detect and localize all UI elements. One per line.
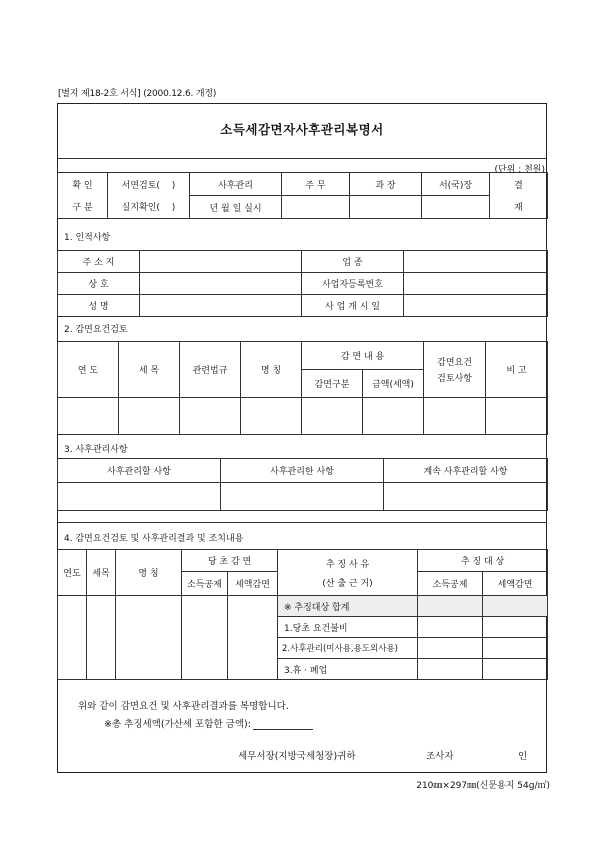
section4-title: 4. 감면요건검토 및 사후관리결과 및 조치내용 <box>64 534 244 544</box>
total-tax-cell[interactable] <box>483 596 548 617</box>
date-label: 년 월 일 실시 <box>190 196 282 219</box>
review-cell[interactable] <box>180 398 241 435</box>
r-cell[interactable] <box>228 596 278 680</box>
kind-header: 감면구분 <box>302 370 363 398</box>
reason-header-line2: (산 출 근 거) <box>322 578 373 589</box>
total-income-cell[interactable] <box>418 596 483 617</box>
post-col-2: 사후관리한 사항 <box>221 459 384 483</box>
r-tax-item-header: 세목 <box>87 550 116 596</box>
note-header: 비 고 <box>486 342 548 398</box>
form-id: [별지 제18-2호 서식] (2000.12.6. 개정) <box>58 89 217 99</box>
r-name-header: 명 칭 <box>116 550 182 596</box>
post-mgmt-label: 사후관리 <box>190 173 282 196</box>
section-divider <box>57 522 547 523</box>
head-sign-cell[interactable] <box>422 196 490 219</box>
post-cell[interactable] <box>58 483 221 511</box>
law-header: 관련법규 <box>180 342 241 398</box>
confirm-table <box>57 172 548 219</box>
review-cell[interactable] <box>424 398 486 435</box>
year-header: 연 도 <box>58 342 119 398</box>
unit-label: (단위 : 천원) <box>494 165 545 175</box>
result-table <box>57 549 548 680</box>
review-header-line2: 검토사항 <box>437 374 472 384</box>
r3-income-cell[interactable] <box>418 659 483 680</box>
post-col-3: 계속 사후관리할 사항 <box>384 459 548 483</box>
start-date-label: 사 업 개 시 일 <box>302 295 404 317</box>
reason-header <box>278 550 418 596</box>
amount-header: 금액(세액) <box>363 370 424 398</box>
address-value[interactable] <box>140 251 302 273</box>
reason-row-2: 2.사후관리(미사용,용도외사용) <box>278 638 418 659</box>
site-check-label: 실지확인( ) <box>108 196 190 219</box>
doc-review-label: 서면검토( ) <box>108 173 190 196</box>
reason-header-line1: 추 징 사 유 <box>325 559 370 570</box>
form-title: 소득세감면자사후관리복명서 <box>220 122 384 137</box>
start-date-value[interactable] <box>404 295 548 317</box>
total-tax-line <box>104 716 313 730</box>
chief-label: 과 장 <box>350 173 422 196</box>
total-tax-label: ※총 추징세액(가산세 포함한 금액): <box>104 719 251 730</box>
head-label: 서(국)장 <box>422 173 490 196</box>
r2-income-cell[interactable] <box>418 638 483 659</box>
review-table <box>57 341 548 435</box>
review-cell[interactable] <box>302 398 363 435</box>
name-value[interactable] <box>140 295 302 317</box>
personal-table <box>57 250 548 317</box>
approval-label-2: 재 <box>490 196 548 219</box>
review-header <box>424 342 486 398</box>
staff-sign-cell[interactable] <box>282 196 350 219</box>
post-cell[interactable] <box>221 483 384 511</box>
recipient-text: 세무서장(지방국세청장)귀하 <box>238 751 356 762</box>
seal-mark: 인 <box>518 751 528 762</box>
reg-no-label: 사업자등록번호 <box>302 273 404 295</box>
review-header-line1: 감면요건 <box>437 358 472 368</box>
tax-item-header: 세 목 <box>119 342 180 398</box>
statement-text: 위와 같이 감면요건 및 사후관리결과를 복명합니다. <box>78 701 289 712</box>
r-cell[interactable] <box>116 596 182 680</box>
r2-tax-cell[interactable] <box>483 638 548 659</box>
review-cell[interactable] <box>58 398 119 435</box>
review-cell[interactable] <box>119 398 180 435</box>
r-cell[interactable] <box>58 596 87 680</box>
review-cell[interactable] <box>486 398 548 435</box>
orig-tax-header: 세액감면 <box>228 572 278 596</box>
post-cell[interactable] <box>384 483 548 511</box>
content-header: 감 면 내 용 <box>302 342 424 370</box>
approval-label-1: 결 <box>490 173 548 196</box>
staff-label: 주 무 <box>282 173 350 196</box>
original-header: 당 초 감 면 <box>182 550 278 572</box>
business-value[interactable] <box>404 251 548 273</box>
name-label: 성 명 <box>58 295 140 317</box>
business-label: 업 종 <box>302 251 404 273</box>
total-row-label: ※ 추징대상 합계 <box>278 596 418 617</box>
r3-tax-cell[interactable] <box>483 659 548 680</box>
address-label: 주 소 지 <box>58 251 140 273</box>
reg-no-value[interactable] <box>404 273 548 295</box>
total-tax-blank[interactable] <box>253 719 313 730</box>
r1-income-cell[interactable] <box>418 617 483 638</box>
post-col-1: 사후관리할 사항 <box>58 459 221 483</box>
target-tax-header: 세액감면 <box>483 572 548 596</box>
investigator-label: 조사자 <box>426 751 454 762</box>
r-cell[interactable] <box>182 596 228 680</box>
section1-title: 1. 인적사항 <box>64 233 111 243</box>
postmgmt-table <box>57 458 548 511</box>
target-income-header: 소득공제 <box>418 572 483 596</box>
confirm-label-2: 구 분 <box>58 196 108 219</box>
confirm-label-1: 확 인 <box>58 173 108 196</box>
target-header: 추 징 대 상 <box>418 550 548 572</box>
r1-tax-cell[interactable] <box>483 617 548 638</box>
paper-size: 210㎜×297㎜(신문용지 54g/㎡) <box>416 781 550 791</box>
section2-title: 2. 감면요건검토 <box>64 325 128 335</box>
trade-name-value[interactable] <box>140 273 302 295</box>
section3-title: 3. 사후관리사항 <box>64 445 128 455</box>
r-cell[interactable] <box>87 596 116 680</box>
title-rule <box>57 158 547 159</box>
r-year-header: 연도 <box>58 550 87 596</box>
reason-row-1: 1.당초 요건불비 <box>278 617 418 638</box>
review-cell[interactable] <box>363 398 424 435</box>
name-header: 명 칭 <box>241 342 302 398</box>
chief-sign-cell[interactable] <box>350 196 422 219</box>
review-cell[interactable] <box>241 398 302 435</box>
trade-name-label: 상 호 <box>58 273 140 295</box>
orig-income-header: 소득공제 <box>182 572 228 596</box>
reason-row-3: 3.휴 · 폐업 <box>278 659 418 680</box>
